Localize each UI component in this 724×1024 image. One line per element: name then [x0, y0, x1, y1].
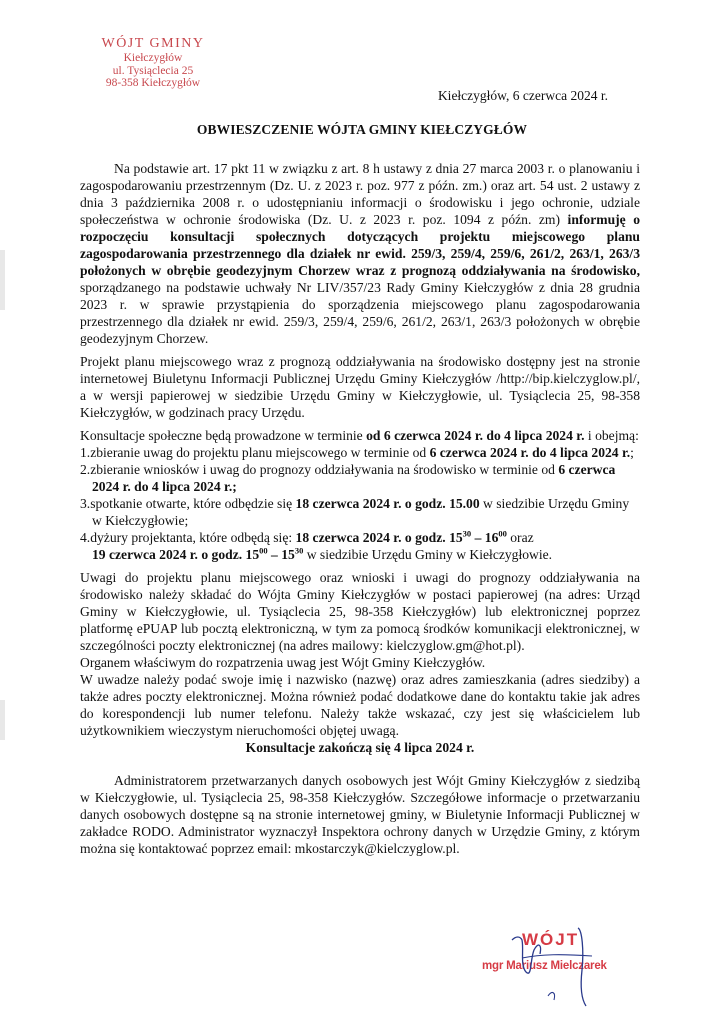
scan-edge-mark: [0, 250, 5, 310]
paragraph-legal-basis: [80, 160, 640, 347]
bold-run: od 6 czerwca 2024 r. do 4 lipca 2024 r.: [366, 428, 585, 443]
list-item: [80, 529, 640, 563]
superscript: 00: [498, 528, 507, 539]
consultation-items: [80, 444, 640, 563]
paragraph-gdpr: Administratorem przetwarzanych danych osobowych jest Wójt Gminy Kiełczygłów z siedzibą w Kiełczygłowie, ul. Tysiąclecia 25, 98-358 Kiełczygłów. Szczegółowe informacje o przetwarzaniu danych osobowych dostępne są na stronie internetowej gminy, w Biuletynie Informacji Publicznej w zakładce RODO. Administrator wyznaczył Inspektora ochrony danych w Urzędzie Gminy, z którym można się kontaktować poprzez email: mkostarczyk@kielczyglow.pl.: [80, 773, 640, 856]
list-item: [80, 461, 640, 495]
text-run: Na podstawie art. 17 pkt 11 w związku z art. 8 h ustawy z dnia 27 marca 2003 r. o planowaniu i zagospodarowaniu przestrzennym (Dz. U. z 2023 r. poz. 977 z późn. zm.) oraz art. 54 ust. 2 ustawy z dnia 3 października 2008 r. o udostępnianiu informacji o środowisku i jego ochronie, udziale społeczeństwa w ochronie środowiska (Dz. U. z 2023 r. poz. 1094 z późn. zm): [80, 161, 640, 227]
text-run: 18 czerwca 2024 r. o godz. 15: [295, 530, 463, 545]
bold-run: [296, 530, 507, 545]
closing-statement: Konsultacje zakończą się 4 lipca 2024 r.: [245, 740, 475, 755]
text-run: 4.dyżury projektanta, które odbędą się:: [80, 530, 296, 545]
stamp-line: ul. Tysiąclecia 25: [112, 64, 194, 77]
text-run: 2.zbieranie wniosków i uwag do prognozy oddziaływania na środowisko w terminie od: [80, 462, 559, 477]
list-item: [80, 444, 640, 461]
text-run: 19 czerwca 2024 r. o godz. 15: [92, 547, 260, 562]
text-run: Konsultacje społeczne będą prowadzone w terminie: [80, 428, 367, 443]
text-run: i obejmą:: [584, 428, 639, 443]
bold-run: informuję o rozpoczęciu konsultacji społecznych dotyczących projektu miejscowego planu zagospodarowania przestrzennego dla działek nr ewid. 259/3, 259/4, 259/6, 261/2, 263/1, 263/3 położonych w obrębie geodezyjnym Chorzew wraz z prognozą oddziaływania na środowisko,: [80, 212, 640, 278]
text-run: oraz: [506, 530, 534, 545]
stamp-line: 98-358 Kiełczygłów: [105, 77, 201, 90]
bold-run: [92, 547, 303, 562]
paragraph-submission: Uwagi do projektu planu miejscowego oraz wnioski i uwagi do prognozy oddziaływania na środowisko należy składać do Wójta Gminy Kiełczygłów w postaci papierowej (na adres: Urząd Gminy w Kiełczygłowie, ul. Tysiąclecia 25, 98-358 Kiełczygłów) lub elektronicznej poprzez platformę ePUAP lub pocztą elektroniczną, w tym za pomocą środków komunikacji elektronicznej, w szczególności poczty elektronicznej (na adres mailowy: kielczyglow.gm@hot.pl).: [80, 570, 640, 653]
text-run: w siedzibie Urzędu Gminy w Kiełczygłowie;: [92, 496, 630, 528]
stamp-line: WÓJT GMINY: [101, 36, 205, 51]
office-stamp: [88, 36, 218, 90]
superscript: 00: [259, 545, 268, 556]
stamp-line: Kiełczygłów: [123, 51, 183, 64]
text-run: 3.spotkanie otwarte, które odbędzie się: [80, 496, 296, 511]
bold-run: 18 czerwca 2024 r. o godz. 15.00: [295, 496, 480, 511]
text-run: 1.zbieranie uwag do projektu planu miejscowego w terminie od: [80, 445, 430, 460]
text-run: ;: [630, 445, 634, 460]
signature-block: [482, 910, 632, 1010]
paragraph-availability: Projekt planu miejscowego wraz z prognozą oddziaływania na środowisko dostępny jest na stronie internetowej Biuletynu Informacji Publicznej Urzędu Gminy Kiełczygłów /http://bip.kielczyglow.pl/, a w wersji papierowej w siedzibie Urzędu Gminy w Kiełczygłowie, ul. Tysiąclecia 25, 98-358 Kiełczygłów, w godzinach pracy Urzędu.: [80, 354, 640, 420]
superscript: 30: [462, 528, 472, 539]
bold-run: 6 czerwca 2024 r. do 4 lipca 2024 r.;: [92, 462, 616, 494]
bold-run: 6 czerwca 2024 r. do 4 lipca 2024 r.: [429, 445, 631, 460]
paragraph-requirements: W uwadze należy podać swoje imię i nazwisko (nazwę) oraz adres zamieszkania (adres siedziby) a także adres poczty elektronicznej. Można również podać dodatkowe dane do kontaktu takie jak adres do korespondencji lub numer telefonu. Należy także wskazać, czy jest się właścicielem lub użytkownikiem wieczystym nieruchomości objętej uwagą.: [80, 672, 640, 738]
text-run: sporządzanego na podstawie uchwały Nr LIV/357/23 Rady Gminy Kiełczygłów z dnia 28 grudnia 2023 r. w sprawie przystąpienia do sporządzenia miejscowego planu zagospodarowania przestrzennego dla działek nr ewid. 259/3, 259/4, 259/6, 261/2, 263/1, 263/3 położonych w obrębie geodezyjnym Chorzew.: [80, 280, 640, 346]
handwritten-signature-icon: [482, 910, 632, 1010]
signature-stamp-name: mgr Mariusz Mielczarek: [482, 960, 607, 972]
signature-stamp-title: WÓJT: [522, 930, 580, 949]
document-body: [80, 160, 640, 857]
text-run: – 16: [471, 530, 499, 545]
paragraph-consultation-period: [80, 427, 640, 444]
document-title: OBWIESZCZENIE WÓJTA GMINY KIEŁCZYGŁÓW: [196, 122, 528, 137]
place-and-date: Kiełczygłów, 6 czerwca 2024 r.: [437, 88, 608, 103]
paragraph-authority: Organem właściwym do rozpatrzenia uwag jest Wójt Gminy Kiełczygłów.: [80, 655, 486, 670]
superscript: 30: [294, 545, 304, 556]
text-run: w siedzibie Urzędu Gminy w Kiełczygłowie.: [303, 547, 553, 562]
scan-edge-mark: [0, 700, 5, 740]
text-run: – 15: [267, 547, 295, 562]
list-item: [80, 495, 640, 529]
